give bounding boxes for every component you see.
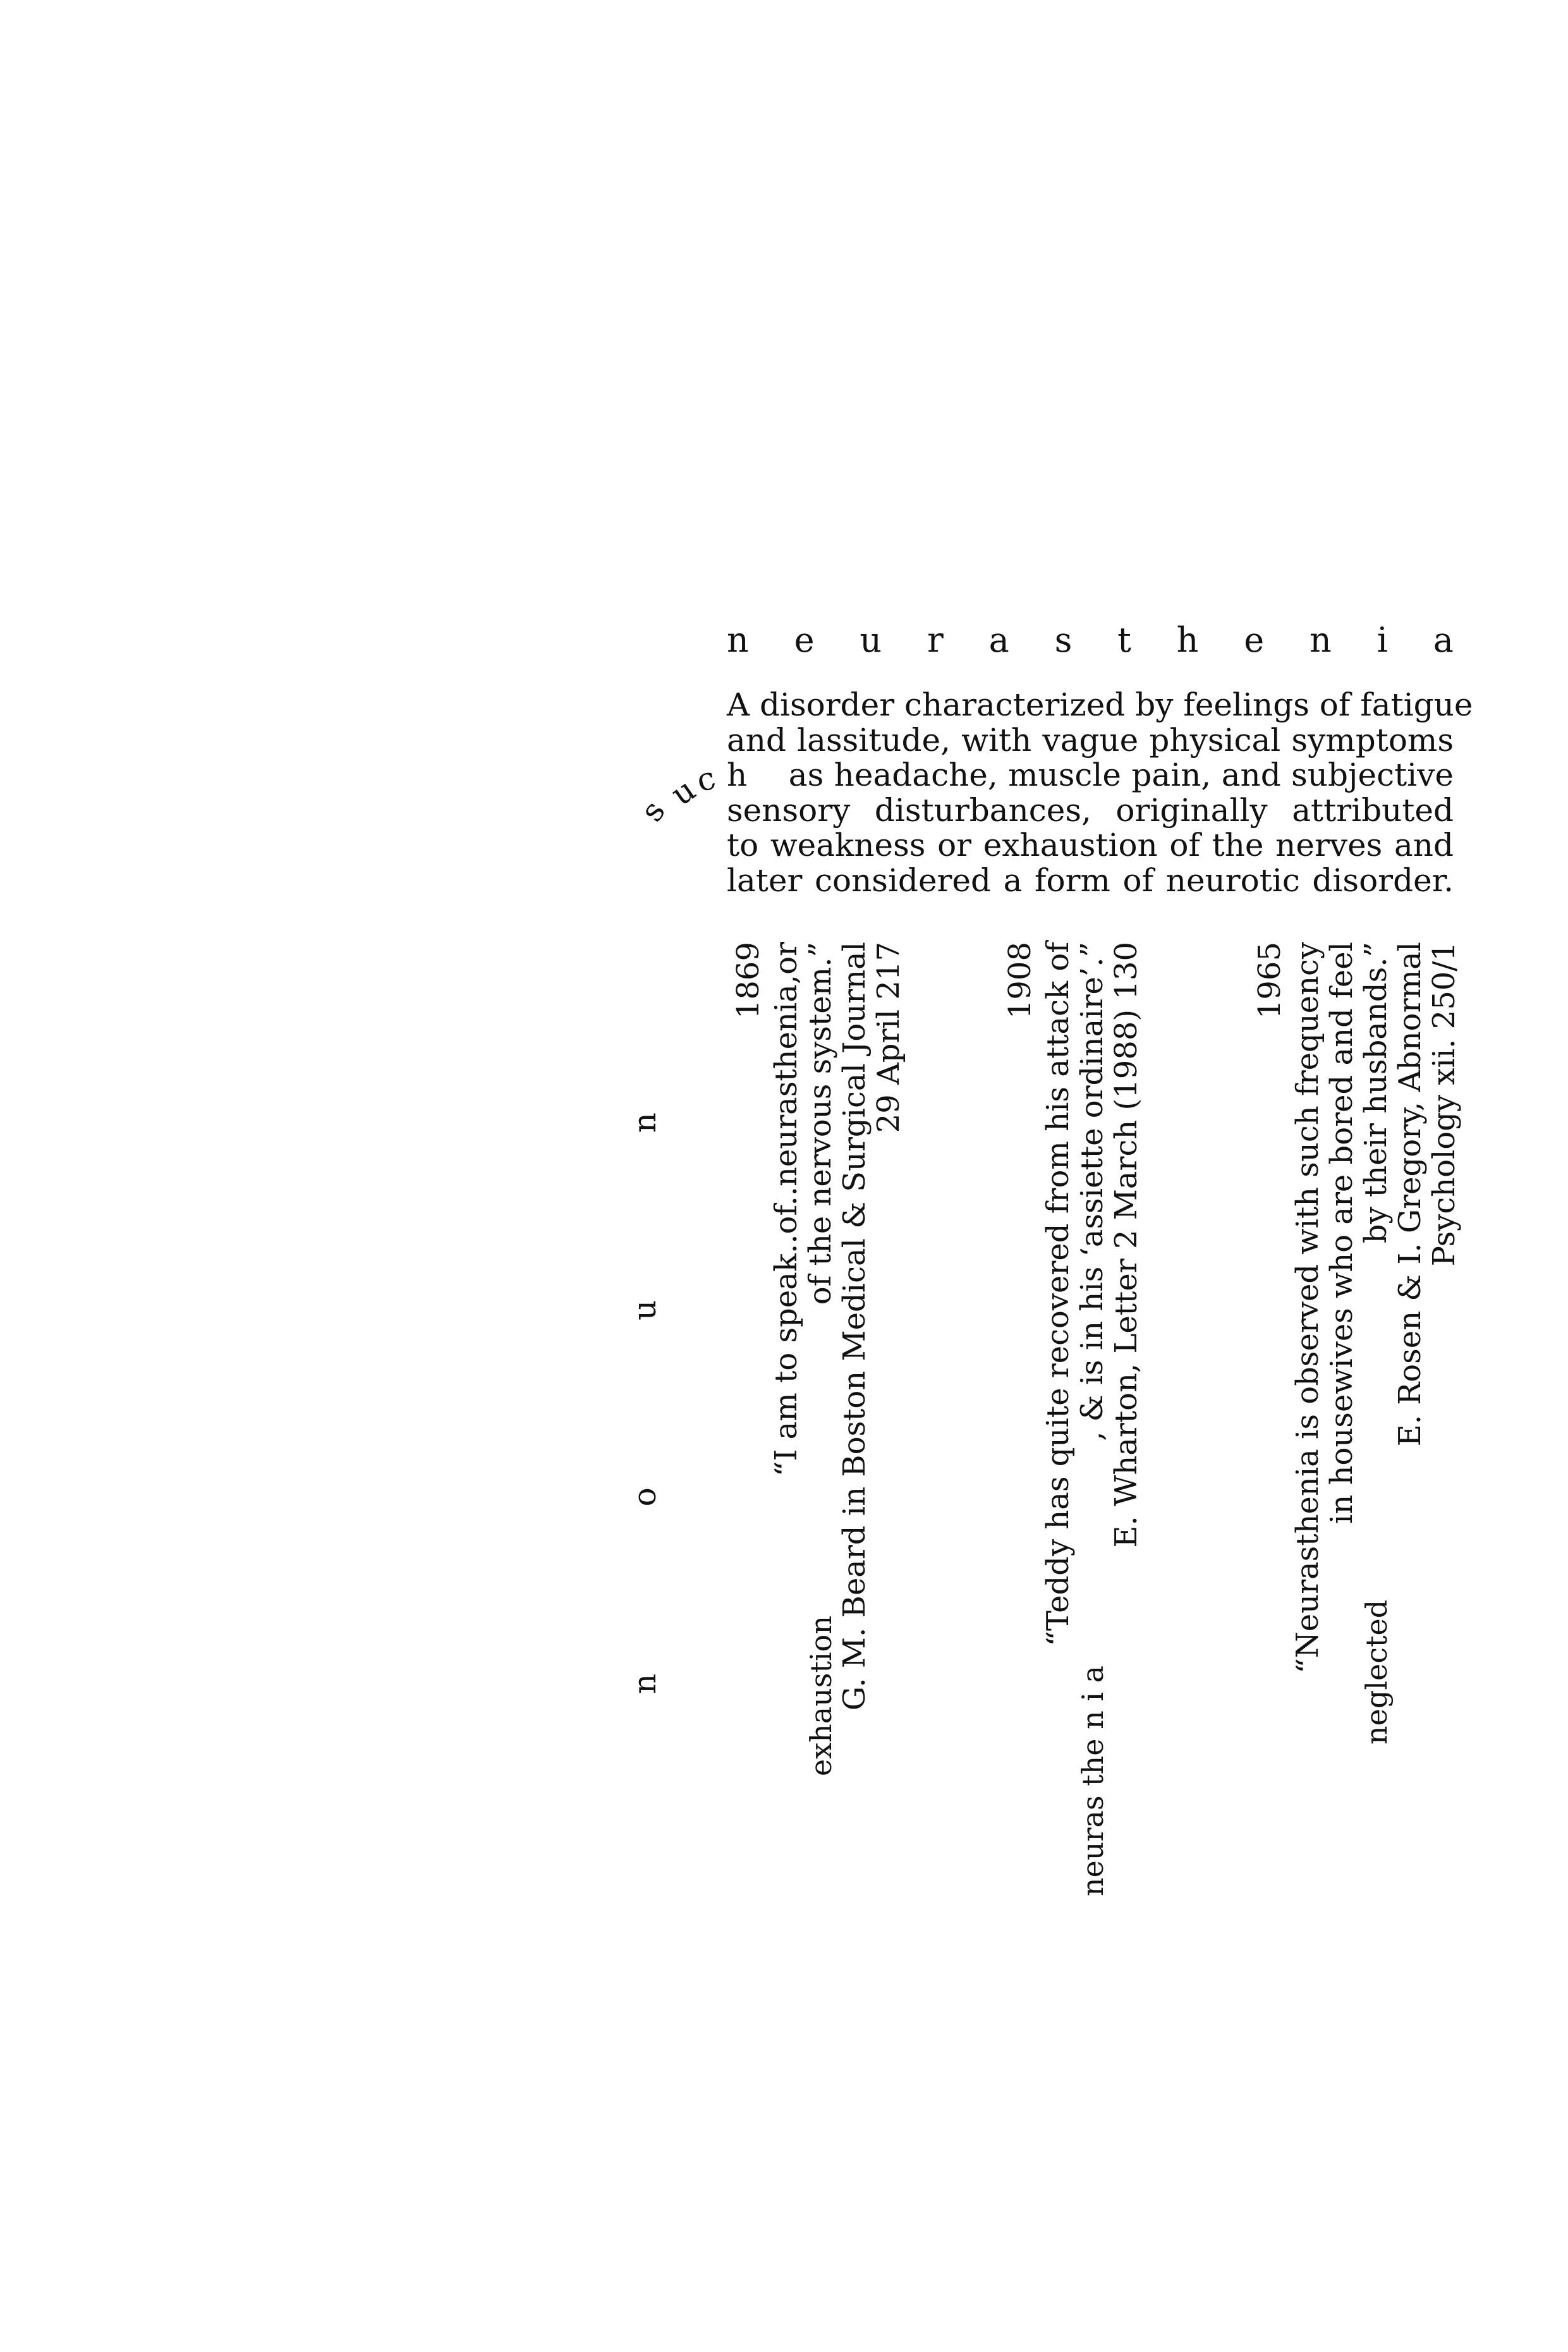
headword-letter: r: [927, 620, 944, 660]
citation-source-line: 29 April 217: [871, 942, 906, 1133]
curl-letter-s: s: [633, 793, 672, 829]
part-of-speech: [626, 1112, 664, 1694]
headword-letter: h: [1176, 620, 1199, 660]
definition-line: h as headache, muscle pain, and subjective: [727, 757, 1454, 793]
citation-year: 1965: [1252, 942, 1287, 1020]
headword: [727, 618, 1454, 662]
citation-quote-line: “Neurasthenia is observed with such frequency: [1290, 942, 1325, 1674]
headword-letter: t: [1117, 620, 1131, 660]
headword-letter: s: [1054, 620, 1073, 660]
citation-source-line: E. Wharton, Letter 2 March (1988) 130: [1109, 942, 1144, 1548]
headword-letter: n: [727, 620, 749, 660]
citation-quote-line: , & is in his ‘assiette ordinaire’.”: [1074, 942, 1110, 1441]
pos-letter: n: [626, 1673, 663, 1694]
headword-letter: e: [1244, 620, 1265, 660]
curl-letter-u: u: [664, 771, 702, 813]
citation-quote-line: in housewives who are bored and feel: [1324, 942, 1359, 1524]
headword-letter: i: [1377, 620, 1388, 660]
citation-source-line: G. M. Beard in Boston Medical & Surgical Journal: [837, 942, 872, 1711]
definition: [727, 686, 1473, 899]
citation-source-line: Psychology xii. 250/1: [1426, 942, 1462, 1267]
citation-line-with-margin: [1358, 942, 1395, 1745]
citation-quote-line: by their husbands.”: [1358, 942, 1394, 1244]
pos-letter: o: [626, 1487, 663, 1507]
citation-source-line: E. Rosen & I. Gregory, Abnormal: [1392, 942, 1428, 1447]
pos-letter: n: [626, 1112, 663, 1133]
definition-line: sensory disturbances, originally attributed: [727, 791, 1454, 829]
citation-year: 1908: [1002, 942, 1038, 1020]
citation-line-with-margin: [805, 942, 839, 1776]
headword-letter: e: [794, 620, 815, 660]
citation-quote-line: “I am to speak..of..neurasthenia,or: [769, 942, 804, 1477]
citation-quote-line: of the nervous system.”: [803, 942, 838, 1305]
margin-word: neglected: [1359, 1599, 1394, 1745]
citation-1965: [1252, 942, 1463, 1745]
headword-letter: u: [860, 620, 882, 660]
margin-word: neuras the n i a: [1076, 1665, 1110, 1896]
citation-1869: [733, 942, 908, 1776]
definition-line: to weakness or exhaustion of the nerves and: [727, 827, 1454, 863]
headword-letter: a: [988, 620, 1009, 660]
definition-line: later considered a form of neurotic disorder.: [727, 862, 1454, 899]
definition-line: and lassitude, with vague physical symptoms: [727, 721, 1454, 759]
citation-1908: [1002, 942, 1145, 1896]
margin-word: exhaustion: [804, 1616, 838, 1776]
headword-letter: a: [1433, 620, 1454, 660]
pos-letter: u: [626, 1300, 663, 1320]
headword-letter: n: [1310, 620, 1332, 660]
citation-year: 1869: [731, 942, 766, 1020]
curl-letter-c: c: [692, 759, 720, 800]
citation-line-with-margin: [1074, 942, 1111, 1896]
citation-quote-line: “Teddy has quite recovered from his attack of: [1040, 942, 1076, 1647]
definition-line: A disorder characterized by feelings of fatigue: [727, 686, 1473, 723]
